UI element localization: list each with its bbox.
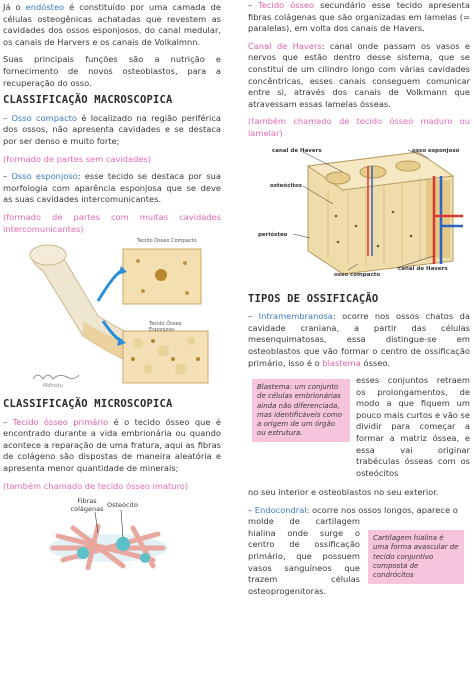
endocondral-paragraph: – Endocondral: ocorre nos ossos longos, aparece o [248, 504, 458, 515]
label-canal-havers-top: canal de Havers [272, 147, 322, 154]
heading-macroscopica: CLASSIFICAÇÃO MACROSCOPICA [3, 94, 173, 107]
collagen-figure [3, 498, 221, 570]
compact-label: Tecido Ósseo Compacto [137, 238, 197, 245]
bone-tissue-figure [3, 238, 221, 391]
esponjoso-paragraph: – Osso esponjoso: esse tecido se destaca por sua morfologia com aparência esponjosa que se deve as suas cavidades intercomunicantes. [3, 171, 221, 205]
intramembranosa-paragraph: – Intramembranosa: ocorre nos ossos chatos da cavidade craniana, a partir das células mesenquimatosas, essa distingue-se em osteoblastos que vão formar o centro de ossificação primário, isso é o blastema ósseo. [248, 311, 470, 368]
label-osso-compacto: osso compacto [334, 271, 381, 278]
intra-continued: esses conjuntos retraem os prolongamentos, de modo a que fiquem um pouco mais curtos e vão se dividir para começar a formar a matriz óssea, e essa vai originar trabéculas ósseas com os osteócitos [356, 375, 470, 478]
heading-microscopica: CLASSIFICAÇÃO MICROSCOPICA [3, 398, 173, 411]
osteocito-label: Osteócito [107, 501, 138, 510]
secundario-paragraph: – Tecido ósseo secundário esse tecido apresenta fibras colágenas que são organizadas em lamelas (= paralelas), em volta dos canais de Havers. [248, 0, 470, 34]
intra-end: no seu interior e osteoblastos no seu exterior. [248, 487, 439, 498]
label-osso-esponjoso: osso esponjoso [412, 147, 460, 154]
endocondral-continued: molde de cartilagem hialina onde surge o centro de ossificação primário, que possuem vasos sanguíneos que trazem células osteoprogenitoras. [248, 516, 360, 596]
cartilagem-note: Cartilagem hialina é uma forma avascular de tecido conjuntivo composta de condrócitos [368, 530, 464, 584]
primario-note: (também chamado de tecido ósseo imaturo) [3, 480, 189, 491]
blastema-block [248, 375, 470, 487]
spongy-label: Tecido Ósseo Esponjoso [149, 321, 182, 334]
compacto-note: (formado de partes sem cavidades) [3, 153, 152, 164]
fibras-label: Fibras colágenas [70, 497, 104, 513]
label-osteocitos: osteócitos [270, 182, 303, 189]
endocondral-block [248, 516, 470, 596]
esponjoso-note: (formado de partes com muitas cavidades intercomunicantes) [3, 211, 221, 234]
functions-paragraph: Suas principais funções são a nutrição e fornecimento de novos osteoblastos, para a recuperação do osso. [3, 54, 221, 88]
blastema-note: Blastema: um conjunto de células embrionárias ainda não diferenciada, mas identificáveis como a origem de um órgão ou estrutura. [252, 379, 350, 442]
heading-ossificacao: TIPOS DE OSSIFICAÇÃO [248, 292, 379, 305]
label-periosteo: periósteo [258, 231, 288, 238]
figure-signature: Mdinstu [43, 383, 63, 390]
havers-paragraph: Canal de Havers: canal onde passam os vasos e nervos que estão dentro desse sistema, que se constitui de um cilindro longo com várias cavidades concêntricas, esses canais conseguem comunicar entre si, através dos canais de Volkmann que atravessam essas lamelas ósseas. [248, 40, 470, 109]
bone-illustration [3, 241, 221, 391]
primario-paragraph: – Tecido ósseo primário é o tecido ósseo que é encontrado durante a vida embrionária ou quando acontece a reparação de uma fratura, aqui as fibras de colágeno são dispostas de maneira aleatória e apresenta menor quantidade de minerais; [3, 416, 221, 474]
label-canal-havers-bottom: canal de Havers [398, 265, 448, 272]
havers-note: (também chamado de tecido ósseo maduro ou lamelar) [248, 116, 470, 138]
haversian-figure [248, 146, 470, 278]
compacto-paragraph: – Osso compacto é localizado na região periférica dos ossos, não apresenta cavidades e se destaca por ser denso e muito forte; [3, 112, 221, 146]
endosteo-term: endósteo [25, 2, 65, 12]
left-column [3, 0, 221, 570]
endosteo-paragraph: Já o endósteo é constituído por uma camada de células osteogênicas achatadas que revestem as cavidades dos ossos esponjosos, do canal medular, os canais de Harvers e os canais de Volkalmnn. [3, 2, 221, 47]
haversian-illustration [248, 146, 470, 278]
right-column [248, 0, 470, 596]
